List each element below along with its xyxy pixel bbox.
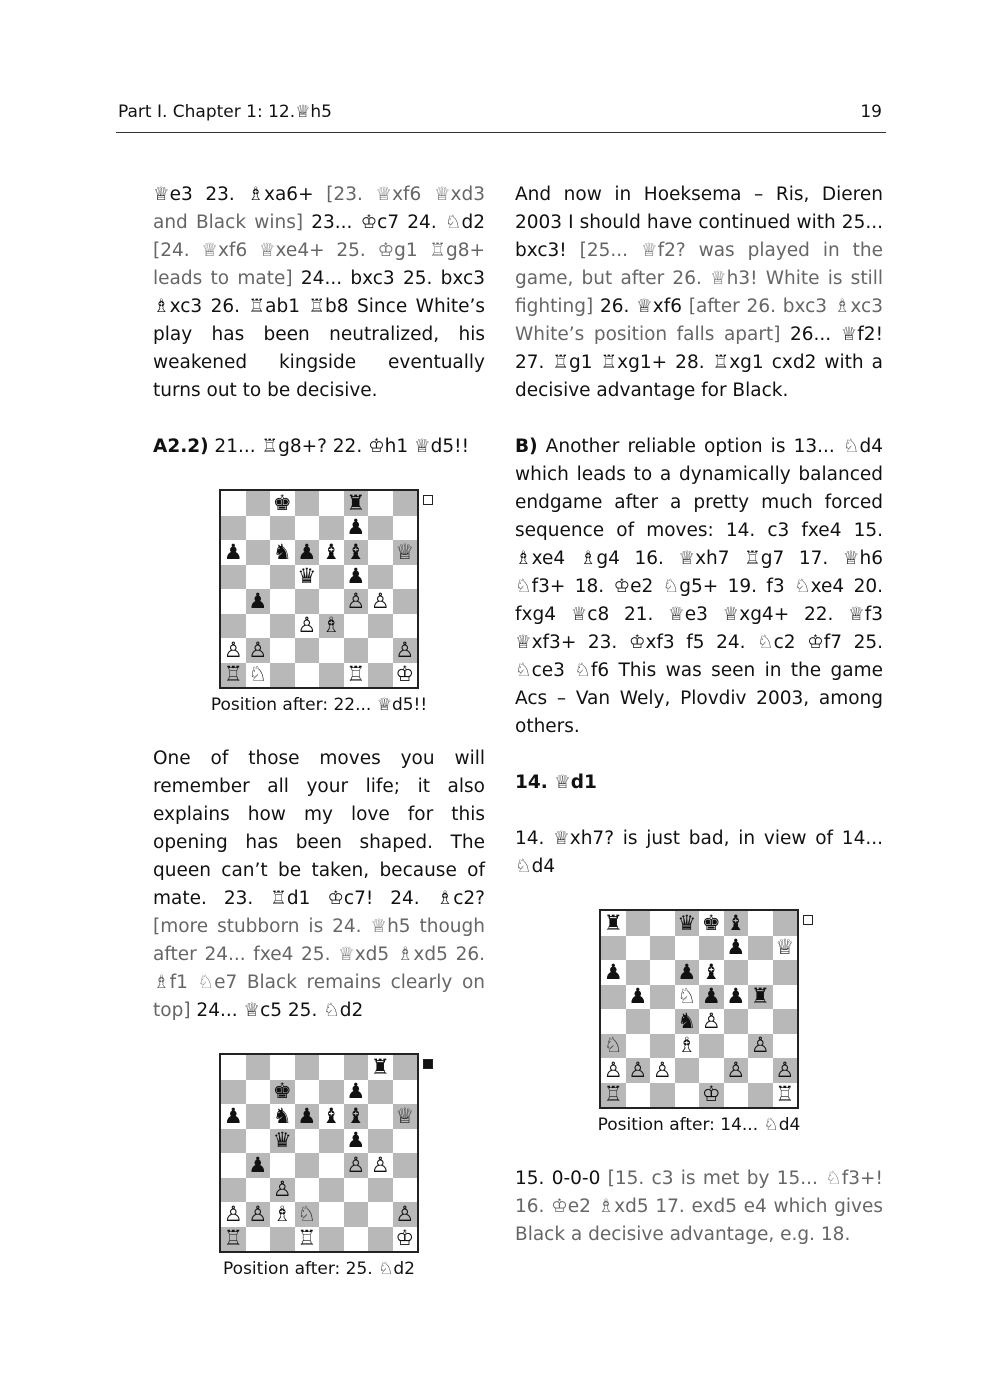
square-f2 (344, 638, 369, 663)
diagram-caption: Position after: 22... ♕d5!! (210, 695, 428, 715)
square-b7 (246, 516, 271, 541)
square-g4-piece: ♙ (368, 1153, 393, 1178)
square-h6-piece: ♕ (393, 540, 418, 565)
square-d6-piece: ♟ (295, 1104, 320, 1129)
square-d4-piece: ♞ (675, 1009, 700, 1034)
square-h1-piece: ♔ (393, 1227, 418, 1252)
square-d2 (675, 1058, 700, 1083)
square-h8 (393, 491, 418, 516)
square-e7 (319, 516, 344, 541)
square-c3-piece: ♙ (270, 1178, 295, 1203)
square-g7 (368, 1080, 393, 1105)
square-g1 (368, 663, 393, 688)
square-f7-piece: ♟ (344, 1080, 369, 1105)
square-b7 (626, 936, 651, 961)
square-e7 (699, 936, 724, 961)
square-c6-piece: ♞ (270, 540, 295, 565)
square-d4 (295, 589, 320, 614)
square-h1-piece: ♔ (393, 663, 418, 688)
square-e4 (319, 589, 344, 614)
paragraph (515, 433, 883, 741)
square-b6 (246, 1104, 271, 1129)
square-d1 (675, 1083, 700, 1108)
square-e5 (319, 1129, 344, 1154)
chess-board (599, 909, 799, 1109)
square-g1 (748, 1083, 773, 1108)
side-to-move-indicator (423, 495, 433, 505)
square-g2 (368, 1202, 393, 1227)
square-f2 (344, 1202, 369, 1227)
square-f8-piece: ♜ (344, 491, 369, 516)
square-d4 (295, 1153, 320, 1178)
square-b5-piece: ♟ (626, 985, 651, 1010)
square-e2 (699, 1058, 724, 1083)
square-b5 (246, 1129, 271, 1154)
paragraph (515, 181, 883, 405)
square-f1-piece: ♖ (344, 663, 369, 688)
square-b8 (246, 1055, 271, 1080)
square-d3 (295, 1178, 320, 1203)
square-d5 (295, 1129, 320, 1154)
square-b3 (246, 1178, 271, 1203)
square-c6-piece: ♞ (270, 1104, 295, 1129)
square-b2-piece: ♙ (246, 638, 271, 663)
square-a7 (221, 516, 246, 541)
square-g1 (368, 1227, 393, 1252)
main-line-text: 23... ♔c7 24. ♘d2 (303, 212, 485, 233)
square-h6 (773, 960, 798, 985)
square-b8 (246, 491, 271, 516)
square-h8 (773, 911, 798, 936)
square-g3-piece: ♙ (748, 1034, 773, 1059)
line-label: B) (515, 436, 538, 457)
square-d3-piece: ♗ (675, 1034, 700, 1059)
square-g2 (748, 1058, 773, 1083)
square-g7 (368, 516, 393, 541)
square-g6 (368, 540, 393, 565)
move-heading: 14. ♕d1 (515, 772, 597, 793)
square-d2-piece: ♘ (295, 1202, 320, 1227)
square-a2-piece: ♙ (601, 1058, 626, 1083)
square-g6 (748, 960, 773, 985)
main-line-text: ♕e3 23. ♗xa6+ (153, 184, 327, 205)
square-b6 (626, 960, 651, 985)
variation-text: [23. ♕xf6 ♕xd3 and Black wins] (153, 184, 485, 233)
square-e6-piece: ♝ (319, 540, 344, 565)
square-d7 (295, 516, 320, 541)
square-b1 (626, 1083, 651, 1108)
square-c1 (270, 663, 295, 688)
square-b2-piece: ♙ (626, 1058, 651, 1083)
square-f1 (724, 1083, 749, 1108)
square-b8 (626, 911, 651, 936)
square-f2-piece: ♙ (724, 1058, 749, 1083)
variation-text: [15. c3 is met by 15... ♘f3+! 16. ♔e2 ♗xd5 17. exd5 e4 which gives Black a decisive advantage, e.g. 18. (515, 1168, 883, 1245)
square-a1-piece: ♖ (221, 663, 246, 688)
square-h3 (393, 1178, 418, 1203)
square-c3 (270, 614, 295, 639)
square-f5-piece: ♟ (724, 985, 749, 1010)
square-e3 (699, 1034, 724, 1059)
square-c5 (650, 985, 675, 1010)
square-d8 (295, 1055, 320, 1080)
square-c7 (270, 516, 295, 541)
square-f8 (344, 1055, 369, 1080)
square-g2 (368, 638, 393, 663)
square-h7 (393, 516, 418, 541)
square-f6-piece: ♝ (344, 540, 369, 565)
square-c4 (650, 1009, 675, 1034)
paragraph (153, 745, 485, 1025)
square-a5 (221, 565, 246, 590)
square-g6 (368, 1104, 393, 1129)
square-f6-piece: ♝ (344, 1104, 369, 1129)
square-a2-piece: ♙ (221, 638, 246, 663)
square-c8 (270, 1055, 295, 1080)
square-c7-piece: ♚ (270, 1080, 295, 1105)
square-e8 (319, 491, 344, 516)
square-c1 (270, 1227, 295, 1252)
variation-text: [24. ♕xf6 ♕xe4+ 25. ♔g1 ♖g8+ leads to mate] (153, 240, 485, 289)
square-a1-piece: ♖ (601, 1083, 626, 1108)
square-c4 (270, 589, 295, 614)
square-c7 (650, 936, 675, 961)
square-e6-piece: ♝ (319, 1104, 344, 1129)
square-c8-piece: ♚ (270, 491, 295, 516)
square-h5 (393, 565, 418, 590)
paragraph (153, 181, 485, 405)
square-a8 (221, 1055, 246, 1080)
square-g3 (368, 614, 393, 639)
square-a4 (221, 589, 246, 614)
chess-board (219, 1053, 419, 1253)
square-e1 (319, 663, 344, 688)
diagram-caption: Position after: 14... ♘d4 (597, 1115, 801, 1135)
square-a5 (221, 1129, 246, 1154)
chess-board (219, 489, 419, 689)
square-e4 (319, 1153, 344, 1178)
square-a8 (221, 491, 246, 516)
square-a5 (601, 985, 626, 1010)
square-b2-piece: ♙ (246, 1202, 271, 1227)
square-c5 (270, 565, 295, 590)
square-c8 (650, 911, 675, 936)
side-to-move-indicator (803, 915, 813, 925)
square-f5-piece: ♟ (344, 1129, 369, 1154)
square-h7 (393, 1080, 418, 1105)
square-d5-piece: ♘ (675, 985, 700, 1010)
square-b1-piece: ♘ (246, 663, 271, 688)
square-h7-piece: ♕ (773, 936, 798, 961)
main-line-text: 24... bxc3 25. bxc3 ♗xc3 26. ♖ab1 ♖b8 Since White’s play has been neutralized, his weakened kingside eventually turns out to be decisive. (153, 268, 485, 401)
square-d1 (295, 663, 320, 688)
left-column (153, 181, 485, 1281)
page-number: 19 (860, 102, 882, 122)
square-g8 (368, 491, 393, 516)
square-c2 (270, 638, 295, 663)
square-g3 (368, 1178, 393, 1203)
square-f4 (724, 1009, 749, 1034)
square-a7 (601, 936, 626, 961)
square-g7 (748, 936, 773, 961)
square-d1-piece: ♖ (295, 1227, 320, 1252)
square-g5-piece: ♜ (748, 985, 773, 1010)
square-f4-piece: ♙ (344, 589, 369, 614)
paragraph (515, 1165, 883, 1249)
square-e4-piece: ♙ (699, 1009, 724, 1034)
square-a6-piece: ♟ (221, 1104, 246, 1129)
main-line-text: 26. ♕xf6 (593, 296, 689, 317)
square-f7-piece: ♟ (724, 936, 749, 961)
square-b6 (246, 540, 271, 565)
square-h4 (773, 1009, 798, 1034)
square-e8 (319, 1055, 344, 1080)
square-e5 (319, 565, 344, 590)
chess-diagram (153, 489, 485, 717)
square-f3 (724, 1034, 749, 1059)
square-a2-piece: ♙ (221, 1202, 246, 1227)
square-c5-piece: ♛ (270, 1129, 295, 1154)
square-b4-piece: ♟ (246, 589, 271, 614)
square-d6-piece: ♟ (675, 960, 700, 985)
square-g8 (748, 911, 773, 936)
square-h1-piece: ♖ (773, 1083, 798, 1108)
variation-text: [after 26. bxc3 ♗xc3 White’s position falls apart] (515, 296, 883, 345)
chapter-title: Part I. Chapter 1: 12.♕h5 (118, 102, 332, 122)
square-g4 (748, 1009, 773, 1034)
square-d8-piece: ♛ (675, 911, 700, 936)
square-b4 (626, 1009, 651, 1034)
square-d5-piece: ♛ (295, 565, 320, 590)
square-h3 (773, 1034, 798, 1059)
square-a6-piece: ♟ (221, 540, 246, 565)
square-h5 (393, 1129, 418, 1154)
square-b3 (246, 614, 271, 639)
square-g4-piece: ♙ (368, 589, 393, 614)
square-h2-piece: ♙ (773, 1058, 798, 1083)
variation-text: [more stubborn is 24. ♕h5 though after 24... fxe4 25. ♕xd5 ♗xd5 26. ♗f1 ♘e7 Black remains clearly on top] (153, 916, 485, 1021)
square-f8-piece: ♝ (724, 911, 749, 936)
square-e8-piece: ♚ (699, 911, 724, 936)
square-b3 (626, 1034, 651, 1059)
square-h8 (393, 1055, 418, 1080)
square-e7 (319, 1080, 344, 1105)
square-f1 (344, 1227, 369, 1252)
square-d7 (675, 936, 700, 961)
chess-diagram (515, 909, 883, 1137)
square-c6 (650, 960, 675, 985)
square-e1-piece: ♔ (699, 1083, 724, 1108)
main-line-text: 24... ♕c5 25. ♘d2 (190, 1000, 364, 1021)
square-a3 (221, 614, 246, 639)
paragraph-text: Another reliable option is 13... ♘d4 which leads to a dynamically balanced endgame after a pretty much forced sequence of moves: 14. c3 fxe4 15. ♗xe4 ♗g4 16. ♕xh7 ♖g7 17. ♕h6 ♘f3+ 18. ♔e2 ♘g5+ 19. f3 ♘xe4 20. fxg4 ♕c8 21. ♕e3 ♕xg4+ 22. ♕f3 ♕xf3+ 23. ♔xf3 f5 24. ♘c2 ♔f7 25. ♘ce3 ♘f6 This was seen in the game Acs – Van Wely, Plovdiv 2003, among others. (515, 436, 883, 737)
square-f3 (344, 614, 369, 639)
square-e2 (319, 1202, 344, 1227)
square-b4-piece: ♟ (246, 1153, 271, 1178)
square-g5 (368, 1129, 393, 1154)
square-a8-piece: ♜ (601, 911, 626, 936)
square-d6-piece: ♟ (295, 540, 320, 565)
square-c3 (650, 1034, 675, 1059)
square-a1-piece: ♖ (221, 1227, 246, 1252)
square-a3 (221, 1178, 246, 1203)
square-e6-piece: ♝ (699, 960, 724, 985)
square-g8-piece: ♜ (368, 1055, 393, 1080)
square-f5-piece: ♟ (344, 565, 369, 590)
square-c1 (650, 1083, 675, 1108)
square-d2 (295, 638, 320, 663)
square-d3-piece: ♙ (295, 614, 320, 639)
variation-label: A2.2) (153, 436, 209, 457)
square-a7 (221, 1080, 246, 1105)
diagram-caption: Position after: 25. ♘d2 (223, 1259, 415, 1279)
square-h2-piece: ♙ (393, 638, 418, 663)
square-a4 (601, 1009, 626, 1034)
square-e1 (319, 1227, 344, 1252)
square-h3 (393, 614, 418, 639)
right-column (515, 181, 883, 1249)
variation-heading (153, 433, 485, 461)
square-a6-piece: ♟ (601, 960, 626, 985)
square-h4 (393, 1153, 418, 1178)
square-h5 (773, 985, 798, 1010)
square-f7-piece: ♟ (344, 516, 369, 541)
square-b1 (246, 1227, 271, 1252)
main-line-text: And now in Hoeksema – Ris, Dieren 2003 I should have continued with 25... bxc3! (515, 184, 883, 261)
square-b7 (246, 1080, 271, 1105)
square-f3 (344, 1178, 369, 1203)
square-e5-piece: ♟ (699, 985, 724, 1010)
square-e3-piece: ♗ (319, 614, 344, 639)
square-c2-piece: ♗ (270, 1202, 295, 1227)
running-header (116, 100, 886, 133)
square-b5 (246, 565, 271, 590)
square-a4 (221, 1153, 246, 1178)
square-h2-piece: ♙ (393, 1202, 418, 1227)
square-g5 (368, 565, 393, 590)
side-to-move-indicator (423, 1059, 433, 1069)
square-d8 (295, 491, 320, 516)
square-h4 (393, 589, 418, 614)
main-line-text: 26... ♕f2! 27. ♖g1 ♖xg1+ 28. ♖xg1 cxd2 with a decisive advantage for Black. (515, 324, 883, 401)
main-line-text: 15. 0-0-0 (515, 1168, 608, 1189)
square-h6-piece: ♕ (393, 1104, 418, 1129)
square-e3 (319, 1178, 344, 1203)
square-f6 (724, 960, 749, 985)
main-line-text: One of those moves you will remember all your life; it also explains how my love for this opening has been shaped. The queen can’t be taken, because of mate. 23. ♖d1 ♔c7! 24. ♗c2? (153, 748, 485, 909)
square-f4-piece: ♙ (344, 1153, 369, 1178)
variation-text: [25... ♕f2? was played in the game, but after 26. ♕h3! White is still fighting] (515, 240, 883, 317)
square-c4 (270, 1153, 295, 1178)
paragraph: 14. ♕xh7? is just bad, in view of 14... ♘d4 (515, 828, 883, 877)
square-e2 (319, 638, 344, 663)
chess-diagram (153, 1053, 485, 1281)
square-a3-piece: ♘ (601, 1034, 626, 1059)
square-d7 (295, 1080, 320, 1105)
square-c2-piece: ♙ (650, 1058, 675, 1083)
variation-moves: 21... ♖g8+? 22. ♔h1 ♕d5!! (208, 436, 469, 457)
